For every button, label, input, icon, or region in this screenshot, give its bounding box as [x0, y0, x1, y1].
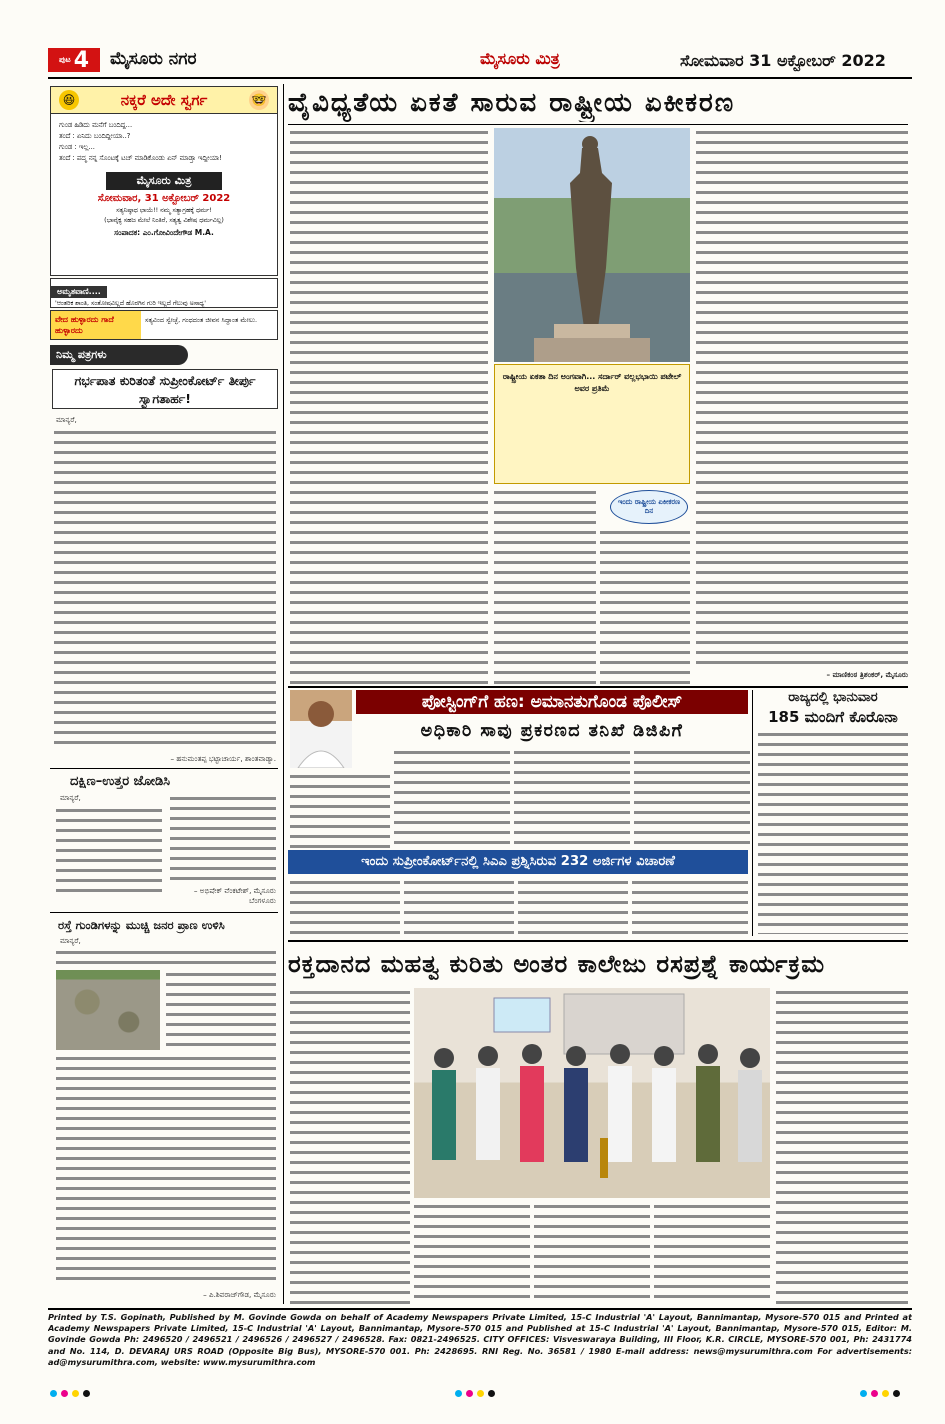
- letters-label: ನಿಮ್ಮ ಪತ್ರಗಳು: [50, 345, 188, 365]
- header-rule: [48, 77, 912, 79]
- registration-dot: [83, 1390, 90, 1397]
- lead-col2b: [600, 528, 690, 684]
- statue-of-unity-photo: [494, 128, 690, 362]
- registration-dots-center: [455, 1382, 499, 1401]
- registration-dot: [61, 1390, 68, 1397]
- registration-dot: [455, 1390, 462, 1397]
- amrutha-text: 'ಆಂತರಿಕ ಶಾಂತಿ, ಸಂತೋಷವಿಲ್ಲದೆ ಹೊರಗಿನ ಗುರಿ ಇಲ್ಲದೆ ಗೆಲುವು ಅಸಾಧ್ಯ': [55, 300, 206, 307]
- joke-line: ತಂದೆ : ಏನಿದು ಬಂದಿದ್ದೀಯಾ..?: [59, 132, 131, 140]
- story5-col3: [534, 1202, 650, 1304]
- registration-dot: [466, 1390, 473, 1397]
- registration-dots-left: [50, 1382, 94, 1401]
- page-number: 4: [73, 47, 90, 73]
- letter2-salutation: ಮಾನ್ಯರೆ,: [60, 793, 81, 802]
- letter1-signature: – ಹನುಮಂತಪ್ಪ ಭಟ್ಟಾಚಾರ್ಯ, ಶಾಂತವಾಡ್ಯಾ.: [170, 754, 276, 763]
- letter3-body: [56, 1054, 276, 1286]
- letter3-signature: – ಪಿ.ಶಿವರಾಜ್‌ಗೌಡ, ಮೈಸೂರು: [203, 1290, 276, 1299]
- event-badge-text: ಇಂದು ರಾಷ್ಟ್ರೀಯ ಏಕೀಕರಣ ದಿನ: [617, 498, 681, 515]
- divider: [288, 686, 908, 688]
- story4-col3: [518, 878, 628, 936]
- story4-col4: [632, 878, 748, 936]
- photo-caption: [494, 364, 690, 484]
- pothole-road-photo: [56, 970, 160, 1050]
- story5-col5: [776, 988, 908, 1304]
- paper-box-date: ಸೋಮವಾರ, 31 ಅಕ್ಟೋಬರ್ 2022: [97, 193, 231, 204]
- letter3-salutation: ಮಾನ್ಯರೆ,: [60, 936, 81, 945]
- letter1-salutation: ಮಾನ್ಯರೆ,: [56, 415, 77, 424]
- registration-dot: [860, 1390, 867, 1397]
- page-number-box: [48, 48, 100, 72]
- story5-col4: [654, 1202, 770, 1304]
- page-label: ಪುಟ: [58, 55, 71, 64]
- registration-dot: [72, 1390, 79, 1397]
- story5-col1: [290, 988, 410, 1304]
- joke-box: [50, 86, 278, 276]
- proverb-left: ವೇದ ಹುಳ್ಳಾರದು ಗಾದೆ ಹುಳ್ಳಾರದು: [51, 311, 141, 339]
- registration-dot: [488, 1390, 495, 1397]
- story2-col4: [634, 748, 750, 848]
- person-icon: [290, 690, 352, 768]
- divider: [50, 768, 278, 769]
- lead-col3: [696, 128, 908, 666]
- registration-dot: [871, 1390, 878, 1397]
- story2-headline-b: ಅಧಿಕಾರಿ ಸಾವು ಪ್ರಕರಣದ ತನಿಖೆ ಡಿಜಿಪಿಗೆ: [420, 721, 684, 741]
- story2-col3: [514, 748, 630, 848]
- letter1-body: [54, 428, 276, 750]
- group-people-icon: [414, 988, 770, 1198]
- joke-line: ತಂದೆ : ಪದ್ಮ ನನ್ನ ಸೊಂಟಕ್ಕೆ ಟಚ್ ಮಾಡಿಕೊಂಡು ಏನ್ ಮಾಡ್ತಾ ಇದ್ದೀಯಾ!: [59, 154, 222, 162]
- lead-byline: – ಮಾಣಿಕಂಠ ತ್ರಿಶಂಕರ್, ಮೈಸೂರು: [826, 670, 908, 679]
- joke-title: ನಕ್ಕರೆ ಅದೇ ಸ್ವರ್ಗ: [120, 91, 208, 109]
- joke-line: ಗುಂಡ : ಇಲ್ಲ...: [59, 143, 95, 151]
- registration-dot: [477, 1390, 484, 1397]
- cartoon-icon: 🤓: [249, 90, 269, 110]
- letter2-signature: – ಅಭಿಷೇಕ್ ವೆಂಕಟೇಶ್, ಮೈಸೂರು ಬೆಂಗಳೂರು: [193, 886, 276, 905]
- paper-name: ಮೈಸೂರು ಮಿತ್ರ: [480, 49, 560, 68]
- lead-col1: [290, 128, 488, 684]
- proverb-right: ಸತ್ಯವಿಂದ ಸ್ವೇಚ್ಛೆ, ಗಂಧದಂತ ಜೀವನ ಸಿದ್ದಾಂತ ಮೇಲು.: [145, 316, 258, 324]
- laughing-face-icon: 😆: [59, 90, 79, 110]
- paper-box-line1: ಸತ್ಯನಿಷ್ಠಾಧ ಛಾಯೆ!! ನಮ್ಮ ಸತ್ಯಾಗ್ರಹಕ್ಕೆ ಧರ್ಮ!: [116, 207, 212, 214]
- letter1-title: [52, 369, 278, 409]
- section-title: ಮೈಸೂರು ನಗರ: [110, 49, 197, 69]
- story2-headline-band: ಪೋಸ್ಟಿಂಗ್‌ಗೆ ಹಣ: ಅಮಾನತುಗೊಂಡ ಪೊಲೀಸ್: [356, 690, 748, 714]
- registration-dot: [893, 1390, 900, 1397]
- story3-body: [758, 730, 908, 934]
- paper-box-line2: (ಭಾವೈಕ್ಯ ಸಹಜ ಮೇಲೆ ನಿಂತಿರೆ, ಸತ್ಯತ್ವ ವಿಶೇಷ ಧರ್ಮವಿಲ್ಲ): [104, 217, 224, 224]
- joke-line: ಗುಂಡ ಹಿಡಿದು ಮನೆಗೆ ಬಂದಿದ್ದ...: [59, 121, 133, 129]
- photo-caption-text: ರಾಷ್ಟ್ರೀಯ ಏಕತಾ ದಿನ ಅಂಗವಾಗಿ... ಸರ್ದಾರ್ ವಲ್ಲಭಭಾಯಿ ಪಟೇಲ್ ಅವರ ಪ್ರತಿಮೆ: [502, 372, 682, 393]
- story5-col2: [414, 1202, 530, 1304]
- lead-col2: [494, 488, 596, 684]
- event-group-photo: [414, 988, 770, 1198]
- registration-dot: [50, 1390, 57, 1397]
- footer-rule: [48, 1308, 912, 1310]
- letter3-body-right: [166, 970, 276, 1050]
- story4-col2: [404, 878, 514, 936]
- event-badge: [610, 490, 688, 524]
- letter3-title: ರಸ್ತೆ ಗುಂಡಿಗಳನ್ನು ಮುಚ್ಚಿ ಜನರ ಪ್ರಾಣ ಉಳಿಸಿ: [58, 918, 225, 932]
- story2-col2: [394, 748, 510, 848]
- amrutha-box: [50, 278, 278, 308]
- headline-rule: [288, 124, 908, 125]
- story2-col1: [290, 772, 390, 848]
- story4-col1: [290, 878, 400, 936]
- editor-credit: ಸಂಪಾದಕ: ಎಂ.ಗೋವಿಂದೇಗೌಡ M.A.: [114, 228, 214, 237]
- story4-headline-band: ಇಂದು ಸುಪ್ರೀಂಕೋರ್ಟ್‌ನಲ್ಲಿ ಸಿಎಎ ಪ್ರಶ್ನಿಸಿರುವ 232 ಅರ್ಜಿಗಳ ವಿಚಾರಣೆ: [288, 850, 748, 874]
- divider: [288, 940, 908, 942]
- letter2-body-right: [170, 794, 276, 882]
- letter2-body-left: [56, 806, 162, 894]
- lead-headline: ವೈವಿಧ್ಯತೆಯ ಏಕತೆ ಸಾರುವ ರಾಷ್ಟ್ರೀಯ ಏಕೀಕರಣ: [288, 88, 736, 118]
- column-rule: [283, 84, 284, 1304]
- politician-photo: [290, 690, 352, 768]
- statue-icon: [494, 128, 690, 362]
- letter1-title-text: ಗರ್ಭಪಾತ ಕುರಿತಂತೆ ಸುಪ್ರೀಂಕೋರ್ಟ್ ತೀರ್ಪು ಸ್ವಾಗತಾರ್ಹ!: [74, 373, 256, 406]
- imprint: Printed by T.S. Gopinath, Published by M. Govinde Gowda on behalf of Academy Newspapers Private Limited, 15-C Industrial 'A' Layout, Bannimantap, Mysore-570 015 and Printed at Academy Newspapers Private Limited, 15-C Industrial 'A' Layout, Bannimantap, Mysore-570 015 and Published at 15-C Industrial 'A' Layout, Bannimantap, Mysore-570 015, Editor: M. Govinde Gowda Ph: 2496520 / 2496521 / 2496526 / 2496527 / 2496528. Fax: 0821-2496525. CITY OFFICES: Visveswaraya Building, III Floor, K.R. CIRCLE, MYSORE-570 001, Ph: 2431774 and No. 114, D. DEVARAJ URS ROAD (Opposite Big Bus), MYSORE-570 001. Ph: 2428695. RNI Reg. No. 36581 / 1980 E-mail address: news@mysurumithra.com For advertisements: ad@mysurumithra.com, website: www.mysurumithra.com: [48, 1312, 912, 1367]
- issue-date: ಸೋಮವಾರ 31 ಅಕ್ಟೋಬರ್ 2022: [680, 51, 886, 70]
- registration-dots-right: [860, 1382, 904, 1401]
- letter2-title: ದಕ್ಷಿಣ–ಉತ್ತರ ಜೋಡಿಸಿ: [70, 774, 171, 789]
- joke-header: [51, 87, 277, 114]
- proverb-box: [50, 310, 278, 340]
- registration-dot: [882, 1390, 889, 1397]
- amrutha-title: ಅಮೃತವಾಣಿ....: [51, 286, 107, 298]
- story5-headline: ರಕ್ತದಾನದ ಮಹತ್ವ ಕುರಿತು ಅಂತರ ಕಾಲೇಜು ರಸಪ್ರಶ್ನೆ ಕಾರ್ಯಕ್ರಮ: [288, 950, 826, 978]
- story3-headline-b: 185 ಮಂದಿಗೆ ಕೊರೊನಾ: [768, 708, 898, 726]
- column-rule: [752, 690, 753, 936]
- letter3-body-top: [56, 948, 276, 968]
- paper-box: ಮೈಸೂರು ಮಿತ್ರ: [106, 172, 222, 190]
- story3-headline-a: ರಾಜ್ಯದಲ್ಲಿ ಭಾನುವಾರ: [788, 690, 878, 705]
- divider: [50, 912, 278, 913]
